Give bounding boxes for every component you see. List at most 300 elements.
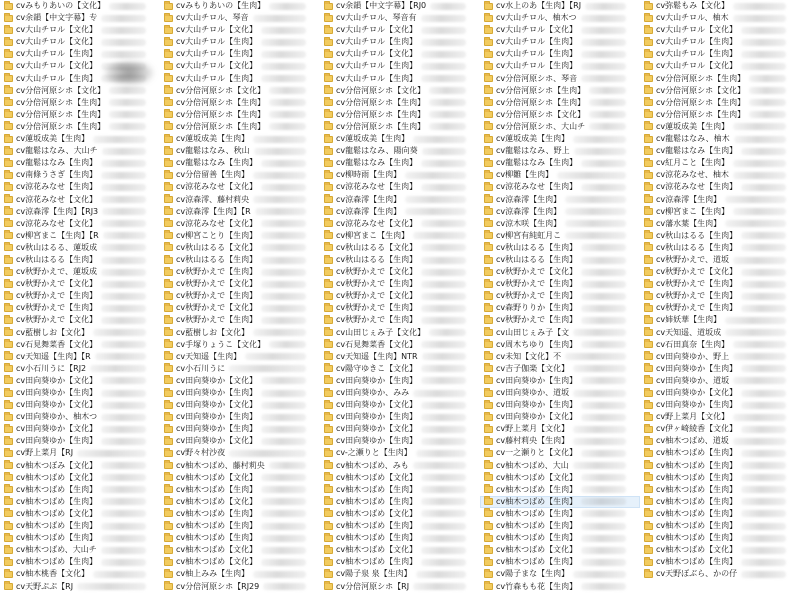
folder-item[interactable] (0, 387, 160, 399)
folder-item[interactable] (320, 121, 480, 133)
folder-item[interactable] (160, 218, 320, 230)
folder-item[interactable] (0, 544, 160, 556)
redacted-text (95, 353, 146, 360)
folder-item[interactable] (480, 85, 640, 97)
folder-item[interactable] (320, 60, 480, 72)
folder-item[interactable] (320, 375, 480, 387)
folder-icon (644, 15, 653, 22)
folder-item[interactable] (320, 109, 480, 121)
folder-item[interactable] (320, 73, 480, 85)
redacted-text (581, 51, 626, 58)
folder-item[interactable] (320, 85, 480, 97)
folder-item[interactable] (480, 181, 640, 193)
folder-item[interactable] (640, 339, 800, 351)
folder-name: cv大山チロル【生肉】 (656, 49, 738, 59)
folder-item[interactable] (640, 0, 800, 12)
folder-item[interactable] (320, 242, 480, 254)
folder-item[interactable] (0, 254, 160, 266)
folder-item[interactable] (160, 302, 320, 314)
redacted-text (261, 63, 306, 70)
folder-item[interactable] (320, 484, 480, 496)
folder-item[interactable] (160, 556, 320, 568)
folder-item[interactable] (0, 242, 160, 254)
folder-item[interactable] (480, 472, 640, 484)
folder-item[interactable] (480, 447, 640, 459)
folder-item[interactable] (320, 544, 480, 556)
folder-item[interactable] (0, 266, 160, 278)
folder-item[interactable] (0, 73, 160, 85)
folder-item[interactable] (640, 254, 800, 266)
folder-item[interactable] (160, 327, 320, 339)
folder-item[interactable] (160, 339, 320, 351)
folder-item[interactable] (0, 447, 160, 459)
folder-item[interactable] (480, 254, 640, 266)
folder-name: cv田向葵ゆか【生肉】 (16, 388, 98, 397)
folder-item[interactable] (160, 314, 320, 326)
folder-item[interactable] (160, 242, 320, 254)
folder-item[interactable] (0, 302, 160, 314)
folder-icon (324, 341, 333, 348)
folder-item[interactable] (0, 278, 160, 290)
folder-item[interactable] (480, 508, 640, 520)
folder-item[interactable] (160, 85, 320, 97)
folder-name: cv柚木つばめ【生肉】 (16, 521, 98, 531)
folder-item[interactable] (480, 206, 640, 218)
folder-item[interactable] (0, 484, 160, 496)
folder-item[interactable] (480, 218, 640, 230)
folder-item[interactable] (0, 157, 160, 169)
folder-item[interactable] (160, 73, 320, 85)
folder-name: cv秋野かえで【生肉】 (496, 291, 578, 301)
folder-item[interactable] (160, 351, 320, 363)
folder-item[interactable] (0, 218, 160, 230)
redacted-text (109, 87, 146, 94)
folder-item[interactable] (320, 36, 480, 48)
folder-item[interactable] (0, 0, 160, 12)
folder-name: cv柚木つばめ、大山 (496, 460, 569, 470)
folder-item[interactable] (320, 24, 480, 36)
folder-item[interactable] (320, 314, 480, 326)
folder-item[interactable] (320, 302, 480, 314)
folder-item[interactable] (320, 460, 480, 472)
folder-item[interactable] (160, 194, 320, 206)
folder-item[interactable] (640, 302, 800, 314)
folder-item[interactable] (640, 290, 800, 302)
folder-item[interactable] (320, 508, 480, 520)
folder-item[interactable] (160, 290, 320, 302)
folder-icon (164, 148, 173, 155)
folder-item[interactable] (320, 399, 480, 411)
folder-item[interactable] (0, 375, 160, 387)
folder-item[interactable] (0, 121, 160, 133)
redacted-text (734, 136, 786, 143)
folder-item[interactable] (640, 327, 800, 339)
folder-item[interactable] (640, 568, 800, 580)
folder-item[interactable] (640, 556, 800, 568)
folder-item[interactable] (480, 544, 640, 556)
folder-item[interactable] (160, 254, 320, 266)
redacted-text (581, 269, 626, 276)
folder-item[interactable] (640, 363, 800, 375)
folder-item[interactable] (160, 24, 320, 36)
folder-item[interactable] (640, 145, 800, 157)
folder-item[interactable] (480, 484, 640, 496)
folder-icon (644, 438, 653, 445)
folder-item[interactable] (480, 145, 640, 157)
folder-item[interactable] (480, 12, 640, 24)
folder-item[interactable] (320, 327, 480, 339)
folder-name: cv柚木つばめ【文化】 (496, 472, 578, 482)
folder-item[interactable] (0, 472, 160, 484)
redacted-text (421, 293, 466, 300)
folder-item[interactable] (640, 242, 800, 254)
folder-item[interactable] (480, 73, 640, 85)
folder-item[interactable] (320, 581, 480, 593)
folder-item[interactable] (320, 169, 480, 181)
folder-item[interactable] (320, 351, 480, 363)
folder-name: cv田向葵ゆか、道坂 (496, 388, 570, 397)
folder-item[interactable] (160, 532, 320, 544)
folder-item[interactable] (160, 109, 320, 121)
folder-item[interactable] (160, 387, 320, 399)
folder-item[interactable] (640, 435, 800, 447)
folder-item[interactable] (320, 12, 480, 24)
folder-icon (644, 39, 653, 46)
folder-item[interactable] (0, 399, 160, 411)
folder-item[interactable] (640, 194, 800, 206)
folder-item[interactable] (160, 484, 320, 496)
folder-item[interactable] (640, 508, 800, 520)
folder-item[interactable] (320, 411, 480, 423)
folder-item[interactable] (160, 363, 320, 375)
folder-item[interactable] (640, 121, 800, 133)
folder-item[interactable] (0, 581, 160, 593)
folder-item[interactable] (0, 496, 160, 508)
folder-item[interactable] (0, 520, 160, 532)
folder-item[interactable] (160, 447, 320, 459)
folder-item[interactable] (640, 387, 800, 399)
redacted-text (573, 426, 626, 433)
folder-item[interactable] (160, 544, 320, 556)
folder-item[interactable] (0, 423, 160, 435)
folder-icon (644, 426, 653, 433)
folder-item[interactable] (160, 36, 320, 48)
folder-item[interactable] (320, 423, 480, 435)
folder-item[interactable] (640, 351, 800, 363)
folder-icon (484, 3, 493, 10)
folder-item[interactable] (480, 351, 640, 363)
folder-item[interactable] (160, 48, 320, 60)
redacted-text (109, 3, 146, 10)
folder-name: cv秋野かえで【文化】 (176, 279, 258, 289)
folder-item[interactable] (480, 339, 640, 351)
folder-item[interactable] (320, 339, 480, 351)
folder-item[interactable] (320, 145, 480, 157)
folder-item[interactable] (0, 97, 160, 109)
folder-name: cv山田じぇみ子【文化】 (336, 327, 426, 337)
folder-name: cv大山チロル【生肉】 (496, 61, 578, 71)
folder-item[interactable] (640, 133, 800, 145)
folder-item[interactable] (0, 145, 160, 157)
folder-item[interactable] (640, 48, 800, 60)
folder-item[interactable] (480, 520, 640, 532)
folder-name: cv龍鬆はなみ【生肉】 (16, 158, 98, 168)
folder-name: cv分倍河原シホ【文化】 (336, 85, 426, 95)
folder-item[interactable] (640, 375, 800, 387)
folder-item[interactable] (160, 435, 320, 447)
folder-item[interactable] (0, 194, 160, 206)
folder-item[interactable] (160, 121, 320, 133)
folder-item[interactable] (480, 169, 640, 181)
folder-item[interactable] (480, 97, 640, 109)
folder-item[interactable] (0, 12, 160, 24)
folder-item[interactable] (480, 60, 640, 72)
folder-item[interactable] (0, 532, 160, 544)
folder-item[interactable] (640, 496, 800, 508)
folder-item[interactable] (320, 556, 480, 568)
folder-item[interactable] (0, 508, 160, 520)
folder-item[interactable] (320, 568, 480, 580)
folder-item[interactable] (320, 157, 480, 169)
redacted-text (430, 3, 466, 10)
folder-item[interactable] (0, 363, 160, 375)
folder-item[interactable] (480, 24, 640, 36)
folder-item[interactable] (320, 532, 480, 544)
folder-item[interactable] (160, 411, 320, 423)
redacted-text (416, 450, 466, 457)
folder-item[interactable] (640, 423, 800, 435)
redacted-text (421, 15, 467, 22)
folder-item[interactable] (160, 145, 320, 157)
folder-name: cv未知【文化】不 (496, 351, 562, 361)
folder-item[interactable] (480, 399, 640, 411)
redacted-text (581, 75, 626, 82)
folder-name: cvみもりあいの【文化】 (16, 1, 106, 10)
folder-item[interactable] (480, 314, 640, 326)
folder-item[interactable] (0, 85, 160, 97)
folder-icon (4, 281, 13, 288)
folder-item[interactable] (320, 194, 480, 206)
folder-item[interactable] (320, 472, 480, 484)
folder-icon (484, 196, 493, 203)
folder-item[interactable] (320, 496, 480, 508)
folder-item[interactable] (480, 290, 640, 302)
folder-item[interactable] (640, 60, 800, 72)
folder-item[interactable] (160, 12, 320, 24)
folder-name: cv田向葵ゆか【生肉】 (336, 436, 418, 446)
folder-item[interactable] (640, 520, 800, 532)
folder-item[interactable] (320, 387, 480, 399)
folder-item[interactable] (160, 496, 320, 508)
folder-item[interactable] (160, 97, 320, 109)
folder-name: cv大山チロル【生肉】 (336, 73, 418, 83)
folder-item[interactable] (320, 0, 480, 12)
folder-item[interactable] (640, 85, 800, 97)
folder-item[interactable] (640, 206, 800, 218)
folder-item[interactable] (480, 423, 640, 435)
folder-item[interactable] (160, 157, 320, 169)
folder-name: cv大山チロル、琴音 (176, 13, 249, 23)
folder-item[interactable] (640, 460, 800, 472)
folder-item[interactable] (480, 109, 640, 121)
folder-item[interactable] (160, 181, 320, 193)
folder-item[interactable] (640, 399, 800, 411)
folder-icon (484, 220, 493, 227)
folder-item[interactable] (160, 472, 320, 484)
folder-name: cv石田真奈【生肉】 (656, 339, 730, 349)
folder-item[interactable] (0, 314, 160, 326)
folder-item[interactable] (480, 0, 640, 12)
folder-item[interactable] (640, 411, 800, 423)
folder-icon (324, 184, 333, 191)
folder-icon (4, 402, 13, 409)
folder-item[interactable] (160, 581, 320, 593)
folder-item[interactable] (480, 48, 640, 60)
folder-item[interactable] (0, 327, 160, 339)
folder-item[interactable] (0, 435, 160, 447)
folder-item[interactable] (0, 109, 160, 121)
folder-item[interactable] (0, 181, 160, 193)
folder-item[interactable] (0, 60, 160, 72)
folder-item[interactable] (480, 230, 640, 242)
folder-item[interactable] (320, 206, 480, 218)
folder-item[interactable] (160, 169, 320, 181)
folder-item[interactable] (0, 339, 160, 351)
folder-item[interactable] (480, 363, 640, 375)
folder-item[interactable] (480, 496, 640, 508)
folder-item[interactable] (480, 266, 640, 278)
redacted-text (733, 15, 787, 22)
folder-item[interactable] (640, 97, 800, 109)
folder-item[interactable] (0, 556, 160, 568)
folder-item[interactable] (480, 302, 640, 314)
folder-item[interactable] (480, 242, 640, 254)
folder-item[interactable] (480, 157, 640, 169)
folder-item[interactable] (640, 230, 800, 242)
folder-item[interactable] (640, 484, 800, 496)
folder-item[interactable] (480, 532, 640, 544)
folder-name: cv蓮坂成美【生肉】 (496, 134, 570, 144)
folder-item[interactable] (0, 460, 160, 472)
folder-item[interactable] (0, 290, 160, 302)
redacted-text (421, 377, 466, 384)
folder-item[interactable] (160, 375, 320, 387)
folder-item[interactable] (160, 206, 320, 218)
folder-item[interactable] (480, 194, 640, 206)
folder-item[interactable] (320, 278, 480, 290)
folder-name: cv野上菜月【文化】 (496, 424, 570, 434)
folder-item[interactable] (320, 181, 480, 193)
folder-item[interactable] (160, 0, 320, 12)
folder-item[interactable] (640, 181, 800, 193)
folder-item[interactable] (160, 278, 320, 290)
folder-item[interactable] (320, 230, 480, 242)
folder-item[interactable] (160, 230, 320, 242)
folder-item[interactable] (320, 435, 480, 447)
folder-item[interactable] (320, 133, 480, 145)
folder-item[interactable] (640, 73, 800, 85)
folder-item[interactable] (640, 36, 800, 48)
folder-item[interactable] (480, 327, 640, 339)
folder-item[interactable] (320, 218, 480, 230)
folder-item[interactable] (320, 447, 480, 459)
folder-item[interactable] (0, 568, 160, 580)
folder-icon (484, 559, 493, 566)
folder-item[interactable] (0, 36, 160, 48)
folder-item[interactable] (480, 36, 640, 48)
folder-item[interactable] (320, 290, 480, 302)
redacted-text (269, 462, 306, 469)
folder-item[interactable] (480, 375, 640, 387)
folder-item[interactable] (640, 12, 800, 24)
folder-item[interactable] (0, 351, 160, 363)
folder-item[interactable] (320, 363, 480, 375)
folder-item[interactable] (480, 556, 640, 568)
folder-item[interactable] (640, 314, 800, 326)
folder-item[interactable] (0, 206, 160, 218)
folder-item[interactable] (640, 447, 800, 459)
folder-item[interactable] (480, 387, 640, 399)
folder-item[interactable] (0, 230, 160, 242)
folder-item[interactable] (480, 278, 640, 290)
folder-item[interactable] (480, 460, 640, 472)
folder-item[interactable] (480, 568, 640, 580)
redacted-text (741, 462, 786, 469)
folder-item[interactable] (640, 109, 800, 121)
folder-item[interactable] (320, 48, 480, 60)
folder-item[interactable] (480, 581, 640, 593)
folder-item[interactable] (160, 423, 320, 435)
folder-item[interactable] (480, 121, 640, 133)
folder-name: cv柚木つばめ【文化】 (176, 472, 258, 482)
folder-item[interactable] (0, 24, 160, 36)
folder-item[interactable] (0, 133, 160, 145)
folder-item[interactable] (320, 266, 480, 278)
folder-item[interactable] (320, 520, 480, 532)
folder-item[interactable] (160, 568, 320, 580)
folder-item[interactable] (640, 157, 800, 169)
folder-item[interactable] (640, 169, 800, 181)
folder-item[interactable] (160, 60, 320, 72)
folder-item[interactable] (640, 544, 800, 556)
folder-name: cv柳宮まこ【生肉】 (336, 230, 410, 240)
folder-item[interactable] (0, 411, 160, 423)
folder-item[interactable] (640, 218, 800, 230)
redacted-text (253, 136, 306, 143)
redacted-text (421, 365, 466, 372)
folder-item[interactable] (160, 508, 320, 520)
folder-icon (4, 63, 13, 70)
folder-item[interactable] (640, 278, 800, 290)
folder-item[interactable] (320, 97, 480, 109)
folder-item[interactable] (640, 266, 800, 278)
folder-item[interactable] (160, 133, 320, 145)
folder-item[interactable] (640, 24, 800, 36)
folder-item[interactable] (0, 169, 160, 181)
folder-item[interactable] (160, 520, 320, 532)
folder-icon (324, 571, 333, 578)
folder-item[interactable] (160, 266, 320, 278)
folder-item[interactable] (160, 460, 320, 472)
folder-item[interactable] (640, 532, 800, 544)
folder-item[interactable] (0, 48, 160, 60)
folder-item[interactable] (320, 254, 480, 266)
folder-item[interactable] (480, 133, 640, 145)
folder-item[interactable] (640, 472, 800, 484)
folder-item[interactable] (480, 435, 640, 447)
folder-item[interactable] (160, 399, 320, 411)
folder-item[interactable] (480, 411, 640, 423)
